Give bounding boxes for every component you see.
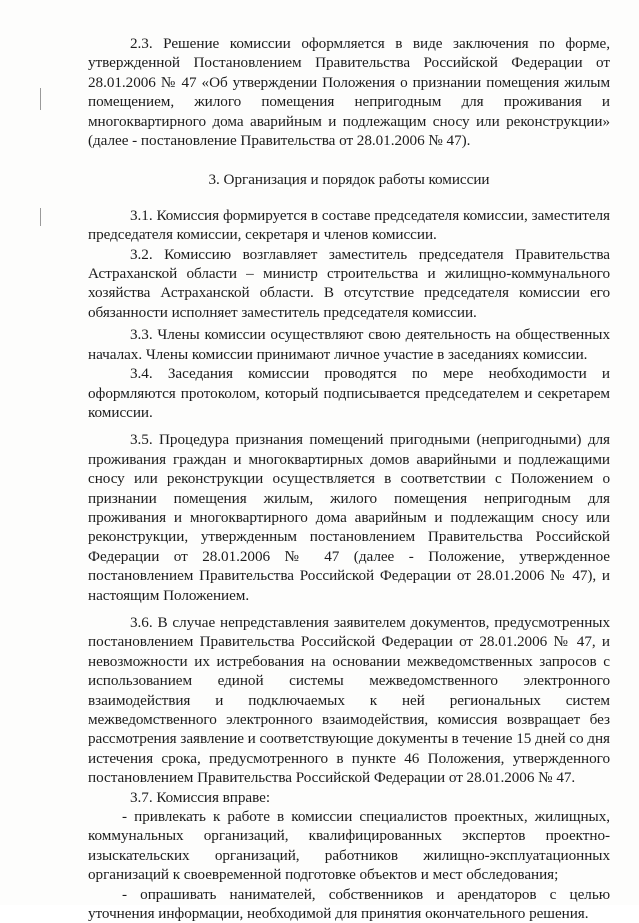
scan-artifact-mark [40,208,41,226]
paragraph-3-4: 3.4. Заседания комиссии проводятся по мере необходимости и оформляются протоколом, который подписывается председателем и секретарем комиссии. [88,365,610,421]
list-item-1: - привлекать к работе в комиссии специалистов проектных, жилищных, коммунальных организаций, квалифицированных экспертов проектно-изыскательских организаций, работников жилищно-эксплуатационных организаций к своевременной подготовке объектов и мест обследования; [88,808,610,884]
list-item-2: - опрашивать нанимателей, собственников и арендаторов с целью уточнения информации, необходимой для принятия окончательного решения. [88,885,610,923]
paragraph-2-3: 2.3. Решение комиссии оформляется в виде заключения по форме, утвержденной Постановлением Правительства Российской Федерации от 28.01.2006 № 47 «Об утверждении Положения о признании помещения жилым помещением, жилого помещения непригодным для проживания и многоквартирного дома аварийным и подлежащим сносу или реконструкции» (далее - постановление Правительства от 28.01.2006 № 47). [88,35,610,150]
paragraph-3-2: 3.2. Комиссию возглавляет заместитель председателя Правительства Астраханской области – министр строительства и жилищно-коммунального хозяйства Астраханской области. В отсутствие председателя комиссии его обязанности исполняет заместитель председателя комиссии. [88,245,610,321]
paragraph-3-1: 3.1. Комиссия формируется в составе председателя комиссии, заместителя председателя комиссии, секретаря и членов комиссии. [88,206,610,244]
paragraph-3-5: 3.5. Процедура признания помещений пригодными (непригодными) для проживания граждан и многоквартирных домов аварийными и подлежащими сносу или реконструкции осуществляется в соответствии с Положением о признании помещения жилым, жилого помещения непригодным для проживания и многоквартирного дома аварийным и подлежащим сносу или реконструкции, утвержденным постановлением Правительства Российской Федерации от 28.01.2006 № 47 (далее - Положение, утвержденное постановлением Правительства Российской Федерации от 28.01.2006 № 47), и настоящим Положением. [88,431,610,604]
scan-artifact-mark [40,88,41,110]
paragraph-3-7: 3.7. Комиссия вправе: [130,788,271,806]
document-body [88,34,610,923]
section-3-heading: 3. Организация и порядок работы комиссии [208,171,490,189]
paragraph-3-6: 3.6. В случае непредставления заявителем документов, предусмотренных постановлением Правительства Российской Федерации от 28.01.2006 № 47, и невозможности их истребования на основании межведомственных запросов с использованием единой системы межведомственного электронного взаимодействия и подключаемых к ней региональных систем межведомственного электронного взаимодействия, комиссия возвращает без рассмотрения заявление и соответствующие документы в течение 15 дней со дня истечения срока, предусмотренного в пункте 46 Положения, утвержденного постановлением Правительства Российской Федерации от 28.01.2006 № 47. [88,613,610,787]
paragraph-3-3: 3.3. Члены комиссии осуществляют свою деятельность на общественных началах. Члены комиссии принимают личное участие в заседаниях комиссии. [88,326,610,363]
